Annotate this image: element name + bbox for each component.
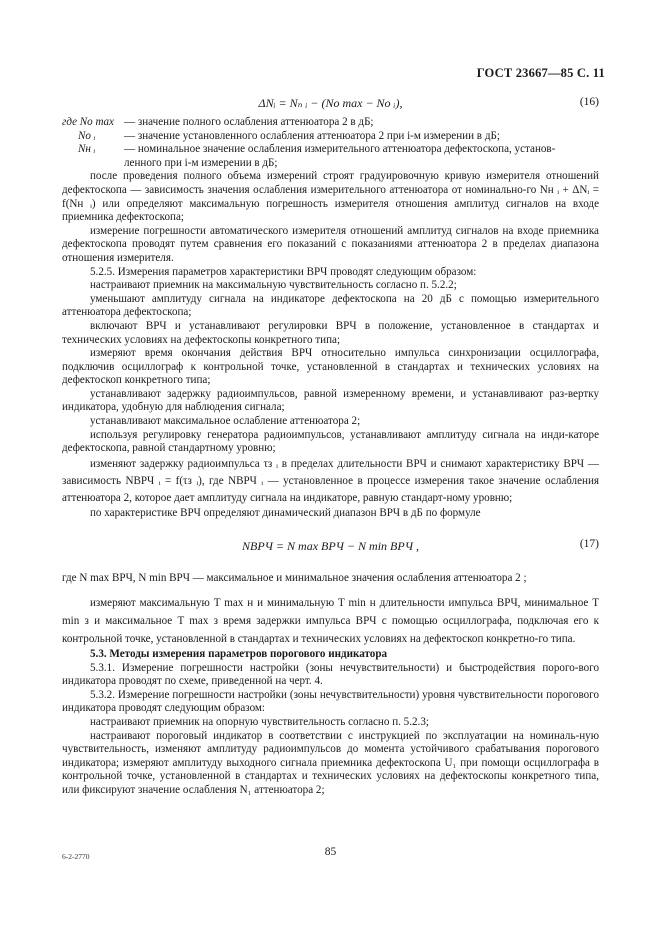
formula-17-number: (17) (579, 538, 599, 551)
print-code: 6-2-2770 (62, 852, 90, 861)
formula-17 (62, 534, 599, 558)
paragraph: измеряют время окончания действия ВРЧ относительно импульса синхронизации осциллографа, подключив осциллограф к контрольной точке, установленной в стандартах и технических условиях на дефектоскоп конкретного типа; (62, 347, 599, 387)
formula-16 (62, 92, 599, 116)
paragraph: настраивают пороговый индикатор в соответствии с инструкцией по эксплуатации на номиналь-ную чувствительность, изменяют амплитуду радиоимпульсов до момента устойчивого срабатывания порогового индикатора; измеряют амплитуду выходного сигнала приемника дефектоскопа U₁ при помощи осциллографа в контрольной точке, установленной в стандартах и технических условиях на дефектоскопы конкретного типа, или фиксируют значение ослабления N₁ аттенюатора 2; (62, 729, 599, 796)
paragraph: где N max ВРЧ, N min ВРЧ — максимальное и минимальное значения ослабления аттенюатора 2 ; (62, 572, 527, 585)
definition-row (62, 116, 599, 130)
formula-16-number: (16) (579, 96, 599, 108)
paragraph: после проведения полного объема измерений строят градуировочную кривую измерителя отношений дефектоскопа — зависимость значения ослабления измерительного аттенюатора от номинально-го Nн ᵢ + ΔNᵢ = f(Nн ᵢ) или определяют максимальную погрешность измерителя отношения амплитуд сигналов на входе приемника дефектоскопа; (62, 170, 599, 224)
paragraph: устанавливают максимальное ослабление аттенюатора 2; (90, 415, 361, 428)
paragraph: 5.3.1. Измерение погрешности настройки (зоны нечувствительности) и быстродействия порого-вого индикатора проводят по схеме, приведенной на черт. 4. (62, 661, 599, 688)
paragraph: настраивают приемник на опорную чувствительность согласно п. 5.2.3; (90, 716, 429, 728)
paragraph: устанавливают задержку радиоимпульсов, равной измеренному времени, и устанавливают раз-вертку индикатора, удобную для наблюдения сигнала; (62, 387, 599, 414)
formula-16-definitions (62, 116, 599, 170)
paragraph: настраивают приемник на максимальную чувствительность согласно п. 5.2.2; (90, 279, 457, 292)
definition-continuation: ленного при i-м измерении в дБ; (124, 156, 278, 169)
paragraph: изменяют задержку радиоимпульса τз ᵢ в пределах длительности ВРЧ и снимают характеристику ВРЧ — зависимость NВРЧ ᵢ = f(τз ᵢ), где NВРЧ ᵢ — установленное в процессе измерения такое значение ослабления аттенюатора 2, которое дает амплитуду сигнала на индикаторе, равную стандарт-ному уровню; (62, 457, 599, 504)
definition-row (62, 143, 599, 157)
section-title: 5.3. Методы измерения параметров порогового индикатора (90, 648, 388, 661)
page-number: 85 (324, 846, 337, 858)
paragraph: 5.3.2. Измерение погрешности настройки (зоны нечувствительности) уровня чувствительности порогового индикатора проводят следующим образом: (62, 688, 599, 715)
paragraph: используя регулировку генератора радиоимпульсов, устанавливают амплитуду сигнала на инди-каторе дефектоскопа, равной стандартному уровню; (62, 428, 599, 455)
paragraph: уменьшают амплитуду сигнала на индикаторе дефектоскопа на 20 дБ с помощью измерительного аттенюатора дефектоскопа; (62, 292, 599, 319)
definition-intro: где (62, 116, 77, 128)
page-header: ГОСТ 23667—85 С. 11 (476, 66, 605, 80)
paragraph: измеряют максимальную T max н и минимальную T min н длительности импульса ВРЧ, минимальное T min з и максимальное T max з время задержки импульса ВРЧ с помощью осциллографа, подключая его к контрольной точке, установленной в стандартах и технических условиях на дефектоскоп конкретно-го типа. (62, 597, 599, 646)
definition-term: Nо ᵢ (78, 129, 96, 142)
paragraph: 5.2.5. Измерения параметров характеристики ВРЧ проводят следующим образом: (90, 265, 477, 278)
paragraph: включают ВРЧ и устанавливают регулировки ВРЧ в положение, установленное в стандартах и технических условиях на дефектоскопы конкретного типа; (62, 319, 599, 346)
definition-row (62, 130, 599, 144)
definition-desc: — значение установленного ослабления аттенюатора 2 при i-м измерении в дБ; (124, 129, 500, 142)
paragraph: по характеристике ВРЧ определяют динамический диапазон ВРЧ в дБ по формуле (90, 506, 481, 519)
formula-16-expression: ΔNᵢ = Nₙ ᵢ − (No max − Nо ᵢ), (258, 96, 403, 111)
definition-desc: — номинальное значение ослабления измерительного аттенюатора дефектоскопа, установ- (124, 143, 556, 156)
definition-term: No max (79, 116, 114, 128)
paragraph: измерение погрешности автоматического измерителя отношений амплитуд сигналов на входе приемника дефектоскопа проводят путем сравнения его показаний с показаниями аттенюатора 2 в пределах диапазона отношения измерителя. (62, 224, 599, 264)
page-content (62, 92, 599, 798)
definition-desc: — значение полного ослабления аттенюатора 2 в дБ; (124, 116, 374, 128)
formula-17-expression: NВРЧ = N max ВРЧ − N min ВРЧ , (242, 538, 419, 553)
definition-term: Nн ᵢ (78, 143, 96, 156)
